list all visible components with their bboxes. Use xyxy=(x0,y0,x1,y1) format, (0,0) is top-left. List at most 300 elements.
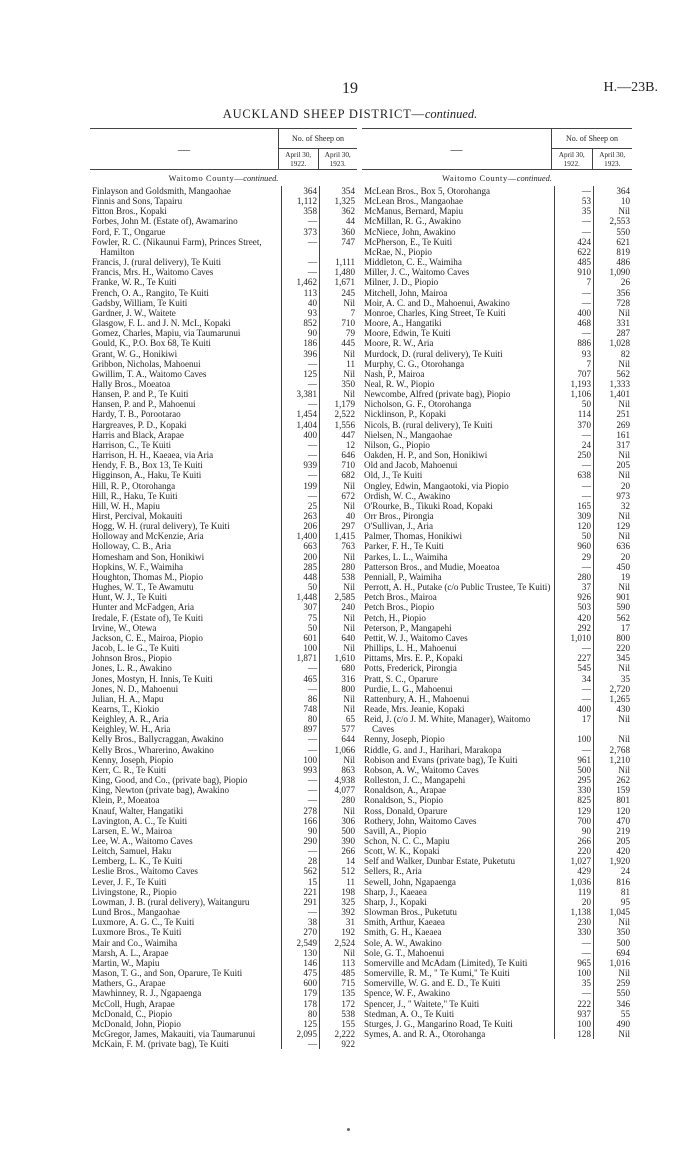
owner-name: Grant, W. G., Honikiwi xyxy=(92,348,178,359)
sheep-1922: 2,549 xyxy=(281,938,319,948)
owner-name: Gadsby, William, Te Kuiti xyxy=(92,297,188,308)
owner-name: Purdie, L. G., Mahoenui xyxy=(364,683,453,694)
sheep-1922: 263 xyxy=(281,511,319,521)
sheep-1923: 2,524 xyxy=(319,938,357,948)
owner-name: Lavington, A. C., Te Kuiti xyxy=(92,815,188,826)
sheep-1923: Nil xyxy=(593,582,632,592)
sheep-1922: — xyxy=(554,948,593,958)
owner-name: Ross, Donald, Oparure xyxy=(364,805,448,816)
sheep-1923: Nil xyxy=(593,663,632,673)
sheep-1922: — xyxy=(281,237,319,257)
table-row xyxy=(90,359,357,369)
sheep-1923: Nil xyxy=(319,948,357,958)
table-row xyxy=(362,277,632,287)
table-row xyxy=(362,613,632,623)
table-row xyxy=(90,288,357,298)
sheep-1923: 1,556 xyxy=(319,420,357,430)
owner-name: Sharp, J., Kaeaea xyxy=(364,886,427,897)
sheep-1922: 100 xyxy=(554,734,593,744)
sheep-1922: 295 xyxy=(554,775,593,785)
owner-name: Fitton Bros., Kopaki xyxy=(92,206,167,217)
title-continued: continued. xyxy=(424,107,478,121)
document-reference: H.—23B. xyxy=(603,80,658,95)
sheep-1922: 307 xyxy=(281,602,319,612)
table-row xyxy=(362,521,632,531)
sheep-1923: Nil xyxy=(593,714,632,734)
sheep-1923: 500 xyxy=(593,938,632,948)
table-row xyxy=(362,470,632,480)
owner-name: Glasgow, F. L. and J. N. McI., Kopaki xyxy=(92,318,231,329)
sheep-1922: 622 xyxy=(554,247,593,257)
table-row xyxy=(362,846,632,856)
sheep-1922: 100 xyxy=(554,968,593,978)
sheep-1923: 1,265 xyxy=(593,694,632,704)
sheep-1922: 748 xyxy=(281,704,319,714)
table-row xyxy=(362,988,632,998)
table-row xyxy=(90,958,357,968)
sheep-1923: 7 xyxy=(319,308,357,318)
sheep-1923: 490 xyxy=(593,1019,632,1029)
sheep-1923: 20 xyxy=(593,481,632,491)
owner-name: Irvine, W., Otewa xyxy=(92,622,157,633)
owner-name: Hogg, W. H. (rural delivery), Te Kuiti xyxy=(92,521,230,532)
sheep-1923: Nil xyxy=(319,481,357,491)
table-row xyxy=(362,856,632,866)
owner-name: Spence, W. F., Awakino xyxy=(364,988,451,999)
table-row xyxy=(90,582,357,592)
table-row xyxy=(362,409,632,419)
table-row xyxy=(90,643,357,653)
owner-name: Petch Bros., Mairoa xyxy=(364,592,437,603)
table-row xyxy=(362,806,632,816)
table-row xyxy=(90,1019,357,1029)
owner-name: Mawhinney, R. J., Ngapaenga xyxy=(92,988,202,999)
owner-name: Kelly Bros., Wharerino, Awakino xyxy=(92,744,214,755)
header-group xyxy=(551,129,632,169)
owner-name: Hansen, P. and P., Mahoenui xyxy=(92,399,196,410)
table-row xyxy=(362,552,632,562)
sheep-1922: — xyxy=(281,846,319,856)
sheep-1923: 17 xyxy=(593,623,632,633)
sheep-1922: — xyxy=(281,745,319,755)
title-main: AUCKLAND SHEEP DISTRICT— xyxy=(222,107,425,121)
header-dash: — xyxy=(450,141,463,156)
table-row xyxy=(90,227,357,237)
table-row xyxy=(362,897,632,907)
sheep-1923: 205 xyxy=(593,460,632,470)
sheep-1923: 800 xyxy=(319,684,357,694)
header-col-1922: April 30, 1922. xyxy=(285,151,312,168)
table-row xyxy=(362,938,632,948)
table-row xyxy=(90,927,357,937)
table-row xyxy=(90,196,357,206)
sheep-1922: 50 xyxy=(281,582,319,592)
sheep-1923: 728 xyxy=(593,298,632,308)
owner-name: Marsh, A. L., Arapae xyxy=(92,947,169,958)
owner-name: Hill, R. P., Otorohanga xyxy=(92,480,176,491)
sheep-1922: — xyxy=(281,399,319,409)
sheep-1923: 1,415 xyxy=(319,531,357,541)
table-row xyxy=(90,481,357,491)
owner-name: Smith, G. H., Kaeaea xyxy=(364,927,442,938)
owner-name: Franke, W. R., Te Kuiti xyxy=(92,277,177,288)
sheep-1922: 475 xyxy=(281,968,319,978)
header-group xyxy=(278,129,357,169)
sheep-1923: 24 xyxy=(593,866,632,876)
sheep-1923: 801 xyxy=(593,795,632,805)
table-row xyxy=(362,491,632,501)
sheep-1922: 114 xyxy=(554,409,593,419)
sheep-1922: 20 xyxy=(554,897,593,907)
sheep-1923: 44 xyxy=(319,216,357,226)
sheep-1923: 287 xyxy=(593,328,632,338)
table-row xyxy=(362,775,632,785)
sheep-1923: 155 xyxy=(319,1019,357,1029)
owner-name: Luxmore Bros., Te Kuiti xyxy=(92,927,182,938)
sheep-1922: 562 xyxy=(281,866,319,876)
table-row xyxy=(90,887,357,897)
table-row xyxy=(90,592,357,602)
sheep-1922: — xyxy=(554,328,593,338)
table-row xyxy=(362,674,632,684)
sheep-1922: 1,462 xyxy=(281,277,319,287)
sheep-1922: — xyxy=(554,938,593,948)
sheep-1923: 266 xyxy=(319,846,357,856)
table-row xyxy=(362,755,632,765)
sheep-1922: 465 xyxy=(281,674,319,684)
table-row xyxy=(90,257,357,267)
sheep-1923: 1,090 xyxy=(593,267,632,277)
owner-name: McMillan, R. G., Awakino xyxy=(364,216,461,227)
table-row xyxy=(362,247,632,257)
table-row xyxy=(362,440,632,450)
table-row xyxy=(90,1009,357,1019)
sheep-1922: 178 xyxy=(281,999,319,1009)
sheep-1923: 447 xyxy=(319,430,357,440)
sheep-1923: 159 xyxy=(593,785,632,795)
owner-name: Pratt, S. C., Oparure xyxy=(364,673,439,684)
table-row xyxy=(90,501,357,511)
sheep-1922: 35 xyxy=(554,206,593,216)
table-row xyxy=(90,623,357,633)
sheep-1922: 600 xyxy=(281,978,319,988)
owner-name: Leitch, Samuel, Haku xyxy=(92,846,172,857)
owner-name: Ronaldson, S., Piopio xyxy=(364,795,444,806)
sheep-1923: 450 xyxy=(593,562,632,572)
table-header xyxy=(362,128,632,170)
sheep-1922: 370 xyxy=(554,420,593,430)
sheep-1922: 37 xyxy=(554,582,593,592)
owner-name: Symes, A. and R. A., Otorohanga xyxy=(364,1028,486,1039)
sheep-1922: 330 xyxy=(554,785,593,795)
sheep-1923: 40 xyxy=(319,511,357,521)
sheep-1923: 79 xyxy=(319,328,357,338)
sheep-1923: 2,720 xyxy=(593,684,632,694)
owner-name: Hardy, T. B., Porootarao xyxy=(92,409,181,420)
sheep-1922: 93 xyxy=(281,308,319,318)
owner-name: King, Newton (private bag), Awakino xyxy=(92,785,230,796)
table-row xyxy=(362,826,632,836)
sheep-1923: 262 xyxy=(593,775,632,785)
owner-name: Spencer, J., " Waitete," Te Kuiti xyxy=(364,998,480,1009)
sheep-1923: 2,768 xyxy=(593,745,632,755)
owner-name: Schon, N. C. C., Mapiu xyxy=(364,836,450,846)
sheep-1923: 715 xyxy=(319,978,357,988)
sheep-1922: 358 xyxy=(281,206,319,216)
table-row xyxy=(362,623,632,633)
sheep-1923: 297 xyxy=(319,521,357,531)
sheep-1923: 31 xyxy=(319,917,357,927)
sheep-1923: Nil xyxy=(593,399,632,409)
sheep-1923: 331 xyxy=(593,318,632,328)
sheep-1923: Nil xyxy=(593,450,632,460)
sheep-1922: 15 xyxy=(281,877,319,887)
sheep-1923: 12 xyxy=(319,440,357,450)
table-row xyxy=(90,684,357,694)
sheep-1923: Nil xyxy=(593,308,632,318)
owner-name: Somerville, W. G. and E. D., Te Kuiti xyxy=(364,978,501,989)
table-row xyxy=(90,806,357,816)
owner-name: O'Rourke, B., Tikuki Road, Kopaki xyxy=(364,500,493,511)
owner-name: Orr Bros., Pirongia xyxy=(364,511,434,521)
table-row xyxy=(362,399,632,409)
owner-name: Holloway, C. B., Aria xyxy=(92,541,171,552)
table-row xyxy=(90,552,357,562)
sheep-1922: 545 xyxy=(554,663,593,673)
table-row xyxy=(90,897,357,907)
table-row xyxy=(362,684,632,694)
sheep-1922: 285 xyxy=(281,562,319,572)
sheep-1923: 445 xyxy=(319,338,357,348)
sheep-1922: 965 xyxy=(554,958,593,968)
sheep-1923: 360 xyxy=(319,227,357,237)
table-row xyxy=(362,836,632,846)
owner-name: Harris and Black, Arapae xyxy=(92,429,184,440)
owner-name: Reade, Mrs. Jeanie, Kopaki xyxy=(364,703,465,714)
owner-name: Renny, Joseph, Piopio xyxy=(364,734,445,745)
sheep-1923: 672 xyxy=(319,491,357,501)
table-row xyxy=(90,866,357,876)
sheep-1922: 278 xyxy=(281,806,319,816)
sheep-1923: 694 xyxy=(593,948,632,958)
sheep-1922: 90 xyxy=(281,826,319,836)
sheep-1922: 270 xyxy=(281,927,319,937)
owner-name: Savill, A., Piopio xyxy=(364,825,427,836)
owner-name: Rothery, John, Waitomo Caves xyxy=(364,815,477,826)
table-row xyxy=(90,694,357,704)
owner-name: McLean Bros., Box 5, Otorohanga xyxy=(364,186,491,196)
sheep-1922: — xyxy=(554,643,593,653)
sheep-1922: — xyxy=(281,775,319,785)
table-row xyxy=(90,1039,357,1049)
table-row xyxy=(362,785,632,795)
sheep-1923: 120 xyxy=(593,806,632,816)
sheep-1923: 646 xyxy=(319,450,357,460)
owner-name: McColl, Hugh, Arapae xyxy=(92,998,175,1009)
owner-name: Self and Walker, Dunbar Estate, Puketutu xyxy=(364,856,516,867)
page-number: 19 xyxy=(342,80,358,97)
sheep-1922: 897 xyxy=(281,724,319,734)
sheep-1922: 1,036 xyxy=(554,877,593,887)
table-row xyxy=(362,582,632,592)
owner-name: Higginson, A., Haku, Te Kuiti xyxy=(92,470,202,481)
sheep-1922: 7 xyxy=(554,277,593,287)
sheep-1922: — xyxy=(554,684,593,694)
owner-name: Sole, G. T., Mahoenui xyxy=(364,947,445,958)
table-body xyxy=(90,186,357,1049)
sheep-1922: 485 xyxy=(554,257,593,267)
sheep-1922: 400 xyxy=(554,704,593,714)
sheep-1923: 95 xyxy=(593,897,632,907)
table-row xyxy=(90,948,357,958)
header-group-label: No. of Sheep on xyxy=(279,129,357,149)
table-row xyxy=(90,521,357,531)
sheep-1923: 362 xyxy=(319,206,357,216)
table-header xyxy=(90,128,357,170)
owner-name: McRae, N., Piopio xyxy=(364,246,432,257)
owner-name: Lemberg, L. K., Te Kuiti xyxy=(92,856,183,867)
sheep-1923: 420 xyxy=(593,846,632,856)
section-title xyxy=(90,172,357,186)
sheep-1923: 251 xyxy=(593,409,632,419)
sheep-1923: 430 xyxy=(593,704,632,714)
table-row xyxy=(362,369,632,379)
table-row xyxy=(90,460,357,470)
table-row xyxy=(90,917,357,927)
sheep-1923: Nil xyxy=(593,917,632,927)
table-row xyxy=(90,907,357,917)
sheep-1922: 227 xyxy=(554,653,593,663)
sheep-1923: 2,553 xyxy=(593,216,632,226)
owner-name: Somerville, R. M., " Te Kumi," Te Kuiti xyxy=(364,968,510,979)
owner-name: Kenny, Joseph, Piopio xyxy=(92,754,174,765)
owner-name: Jones, N. D., Mahoenui xyxy=(92,683,179,694)
sheep-1923: Nil xyxy=(319,806,357,816)
sheep-1923: 205 xyxy=(593,836,632,846)
table-row xyxy=(362,816,632,826)
sheep-1923: 220 xyxy=(593,643,632,653)
owner-name: Finnis and Sons, Tapairu xyxy=(92,196,183,207)
owner-name: Nicklinson, P., Kopaki xyxy=(364,409,447,420)
owner-name: Smith, Arthur, Kaeaea xyxy=(364,917,445,928)
sheep-1922: 910 xyxy=(554,267,593,277)
table-row xyxy=(90,308,357,318)
sheep-1922: — xyxy=(554,186,593,196)
header-col-1922: April 30, 1922. xyxy=(558,151,585,168)
sheep-1923: Nil xyxy=(593,968,632,978)
sheep-1923: 1,028 xyxy=(593,338,632,348)
table-row xyxy=(362,907,632,917)
owner-name: Palmer, Thomas, Honikiwi xyxy=(364,531,462,542)
owner-name: Hunt, W. J., Te Kuiti xyxy=(92,592,167,603)
sheep-1923: 10 xyxy=(593,196,632,206)
owner-name: Jacob, L. le G., Te Kuiti xyxy=(92,643,180,654)
sheep-1922: 2,095 xyxy=(281,1029,319,1039)
owner-name: Holloway and McKenzie, Aria xyxy=(92,531,204,542)
owner-name: Murdock, D. (rural delivery), Te Kuiti xyxy=(364,348,503,359)
sheep-1923: 346 xyxy=(593,999,632,1009)
sheep-1923: Nil xyxy=(319,552,357,562)
owner-name: Larsen, E. W., Mairoa xyxy=(92,825,173,836)
sheep-1923: 1,671 xyxy=(319,277,357,287)
table-row xyxy=(362,734,632,744)
table-row xyxy=(90,968,357,978)
owner-name: Miller, J. C., Waitomo Caves xyxy=(364,267,470,278)
owner-name: Jones, Mostyn, H. Innis, Te Kuiti xyxy=(92,673,213,684)
sheep-1922: — xyxy=(281,1039,319,1049)
table-row xyxy=(362,227,632,237)
sheep-1922: 429 xyxy=(554,866,593,876)
table-row xyxy=(90,369,357,379)
sheep-1922: 250 xyxy=(554,450,593,460)
sheep-1923: 81 xyxy=(593,887,632,897)
sheep-1923: 55 xyxy=(593,1009,632,1019)
table-row xyxy=(90,206,357,216)
owner-name: Kearns, T., Kiokio xyxy=(92,703,160,714)
table-row xyxy=(362,572,632,582)
table-row xyxy=(90,389,357,399)
owner-name: Houghton, Thomas M., Piopio xyxy=(92,571,203,582)
table-row xyxy=(90,765,357,775)
header-dash: — xyxy=(178,141,190,156)
sheep-1922: — xyxy=(554,694,593,704)
sheep-1922: — xyxy=(281,907,319,917)
owner-name: Gomez, Charles, Mapiu, via Taumarunui xyxy=(92,328,241,339)
owner-name: Lowman, J. B. (rural delivery), Waitanguru xyxy=(92,896,250,907)
table-row xyxy=(362,308,632,318)
owner-name: Monroe, Charles, King Street, Te Kuiti xyxy=(364,307,506,318)
sheep-1923: 763 xyxy=(319,541,357,551)
owner-name: McDonald, C., Piopio xyxy=(92,1008,173,1019)
owner-name: Leslie Bros., Waitomo Caves xyxy=(92,866,198,877)
owner-name: Murphy, C. G., Otorohanga xyxy=(364,358,465,369)
sheep-1922: 1,193 xyxy=(554,379,593,389)
sheep-1922: — xyxy=(281,663,319,673)
owner-name: Mair and Co., Waimiha xyxy=(92,937,178,948)
table-row xyxy=(362,948,632,958)
sheep-1922: 663 xyxy=(281,541,319,551)
owner-name: Newcombe, Alfred (private bag), Piopio xyxy=(364,389,511,400)
sheep-1922: 90 xyxy=(281,328,319,338)
table-row xyxy=(362,460,632,470)
sheep-1922: — xyxy=(281,491,319,501)
sheep-1922: 280 xyxy=(554,572,593,582)
owner-name: Hill, W. H., Mapiu xyxy=(92,500,160,511)
sheep-1922: 128 xyxy=(554,1029,593,1039)
owner-name: Moore, R. W., Aria xyxy=(364,338,434,349)
sheep-1922: 400 xyxy=(281,430,319,440)
sheep-1922: 113 xyxy=(281,288,319,298)
owner-name: Peterson, P., Mangapehi xyxy=(364,622,452,633)
sheep-1922: 330 xyxy=(554,927,593,937)
sheep-1923: 680 xyxy=(319,663,357,673)
owner-name: Ordish, W. C., Awakino xyxy=(364,490,451,501)
sheep-1923: 819 xyxy=(593,247,632,257)
owner-name: Gould, K., P.O. Box 68, Te Kuiti xyxy=(92,338,211,349)
sheep-1922: — xyxy=(554,227,593,237)
sheep-1923: Nil xyxy=(593,531,632,541)
owner-name: Rattenbury, A. H., Mahoenui xyxy=(364,693,470,704)
sheep-1922: 638 xyxy=(554,470,593,480)
owner-name: King, Good, and Co., (private bag), Piopio xyxy=(92,775,248,786)
owner-name: Moore, Edwin, Te Kuiti xyxy=(364,328,451,339)
sheep-1922: — xyxy=(281,785,319,795)
owner-name: McDonald, John, Piopio xyxy=(92,1018,181,1029)
sheep-1922: — xyxy=(554,288,593,298)
owner-name: Potts, Frederick, Pirongia xyxy=(364,663,457,674)
owner-name: Old and Jacob, Mahoenui xyxy=(364,460,458,471)
owner-name: Julian, H. A., Mapu xyxy=(92,693,164,704)
